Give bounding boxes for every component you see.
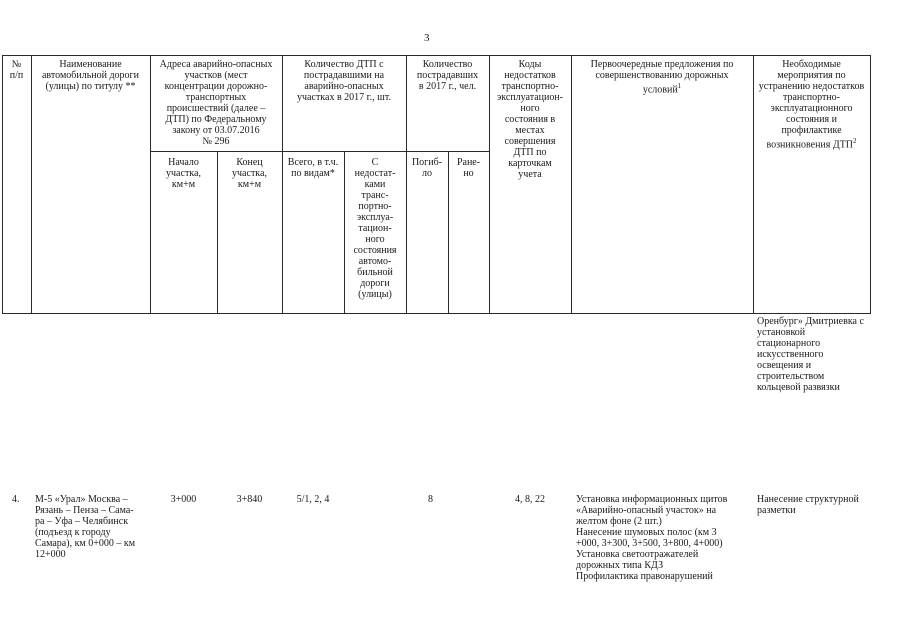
col-border bbox=[870, 55, 871, 314]
header-proposals bbox=[571, 59, 753, 95]
subheader-border bbox=[150, 151, 490, 152]
header-dtp-count: Количество ДТП с пострадавшими на аварийно-опасных участках в 2017 г., шт. bbox=[297, 59, 391, 103]
header-proposals-text: Первоочередные предложения по совершенствованию дорожных условий bbox=[590, 59, 734, 96]
continuation-text: Оренбург» Дмитриевка с установкой стационарного искусственного освещения и строительством кольцевой развязки bbox=[757, 316, 864, 393]
injured-value: 8 bbox=[428, 494, 433, 505]
footnote-marker: 1 bbox=[677, 82, 682, 90]
col-border bbox=[406, 55, 407, 314]
defect-codes: 4, 8, 22 bbox=[515, 494, 545, 505]
header-addresses: Адреса аварийно-опасных участков (мест концентрации дорожно- транспортных происшествий (далее – ДТП) по Федеральному закону от 03.07.2016 № 296 bbox=[159, 59, 273, 147]
proposals: Установка информационных щитов «Аварийно-опасный участок» на желтом фоне (2 шт.) Нанесение шумовых полос (км 3 +000, 3+300, 3+500, 3+800, 4+000) Установка светоотражателей дорожных типа КДЗ Профилактика правонарушений bbox=[576, 494, 728, 582]
header-measures-text: Необходимые мероприятия по устранению недостатков транспортно- эксплуатационного состояния и профилактике возникновения ДТП bbox=[758, 59, 865, 151]
section-end: 3+840 bbox=[236, 494, 263, 505]
header-measures bbox=[753, 59, 870, 150]
header-start: Начало участка, км+м bbox=[166, 157, 201, 190]
page-number: 3 bbox=[424, 32, 430, 44]
section-start: 3+000 bbox=[170, 494, 197, 505]
footnote-marker: 2 bbox=[853, 137, 857, 145]
header-injured: Ране- но bbox=[456, 157, 481, 179]
header-killed: Погиб- ло bbox=[411, 157, 443, 179]
header-dtp-defects: С недостат- ками транс- портно- эксплуа- тацион- ного состояния автомо- бильной дороги (улицы) bbox=[353, 157, 397, 300]
dtp-total: 5/1, 2, 4 bbox=[296, 494, 330, 505]
col-border bbox=[31, 55, 32, 314]
header-num: № п/п bbox=[9, 59, 24, 81]
header-defect-codes: Коды недостатков транспортно- эксплуатацион- ного состояния в местах совершения ДТП по карточкам учета bbox=[496, 59, 564, 180]
road-name: М-5 «Урал» Москва – Рязань – Пенза – Сама- ра – Уфа – Челябинск (подъезд к городу Самара), км 0+000 – км 12+000 bbox=[35, 494, 136, 560]
header-dtp-total: Всего, в т.ч. по видам* bbox=[287, 157, 339, 179]
col-border bbox=[2, 55, 3, 314]
measures: Нанесение структурной разметки bbox=[757, 494, 859, 516]
header-road-name: Наименование автомобильной дороги (улицы) по титулу ** bbox=[41, 59, 140, 92]
row-number: 4. bbox=[12, 494, 20, 505]
table-top-border bbox=[2, 55, 870, 56]
table-bottom-border bbox=[2, 313, 870, 314]
header-end: Конец участка, км+м bbox=[232, 157, 267, 190]
header-victims: Количество пострадавших в 2017 г., чел. bbox=[416, 59, 479, 92]
